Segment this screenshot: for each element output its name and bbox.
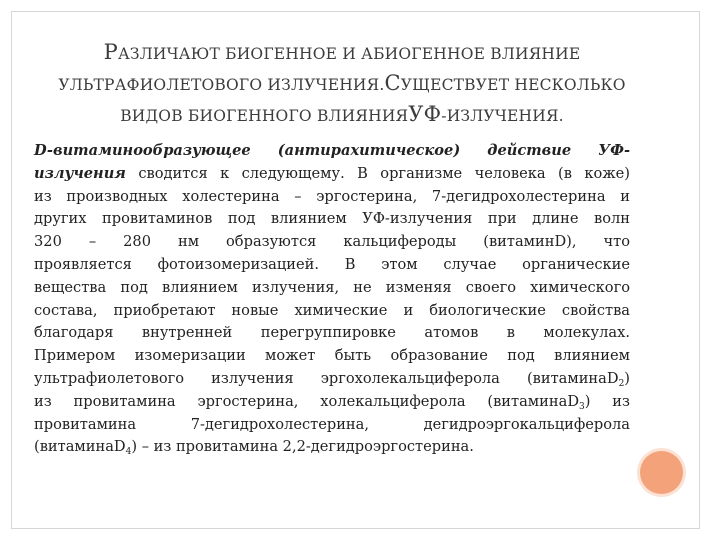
body-line: (витаминаD$_4$) – из провитамина 2,2-дегидроэргостерина.: [34, 438, 474, 458]
body-text: [34, 140, 630, 459]
body-line: из провитамина эргостерина, холекальциферола (витаминаD$_3$) из: [34, 392, 630, 412]
body-line: провитамина 7-дегидрохолестерина, дегидроэргокальциферола: [34, 415, 630, 433]
body-line: проявляется фотоизомеризацией. В этом случае органические: [34, 255, 630, 273]
body-line: вещества под влиянием излучения, не изменяя своего химического: [34, 278, 630, 296]
body-line: из производных холестерина – эргостерина, 7-дегидрохолестерина и: [34, 187, 630, 205]
body-line: Примером изомеризации может быть образование под влиянием: [34, 347, 630, 365]
decorative-circle: [640, 451, 683, 494]
slide-title: [36, 38, 648, 131]
title-line-2: УЛЬТРАФИОЛЕТОВОГО ИЗЛУЧЕНИЯ.СУЩЕСТВУЕТ НЕСКОЛЬКО: [58, 71, 626, 95]
body-line: ультрафиолетового излучения эргохолекальциферола (витаминаD$_2$): [34, 369, 630, 389]
body-line: D-витаминообразующее (антирахитическое) действие УФ-: [34, 142, 630, 159]
body-line: состава, приобретают новые химические и биологические свойства: [34, 301, 630, 319]
body-line: излучения сводится к следующему. В организме человека (в коже): [34, 164, 630, 182]
title-line-3: ВИДОВ БИОГЕННОГО ВЛИЯНИЯУФ-ИЗЛУЧЕНИЯ.: [120, 102, 564, 126]
body-line: 320 – 280 нм образуются кальцифероды (витаминD), что: [34, 233, 630, 251]
body-line: других провитаминов под влиянием УФ-излучения при длине волн: [34, 210, 630, 228]
body-line: благодаря внутренней перегруппировке атомов в молекулах.: [34, 324, 630, 342]
title-line-1: РАЗЛИЧАЮТ БИОГЕННОЕ И АБИОГЕННОЕ ВЛИЯНИЕ: [103, 40, 581, 64]
